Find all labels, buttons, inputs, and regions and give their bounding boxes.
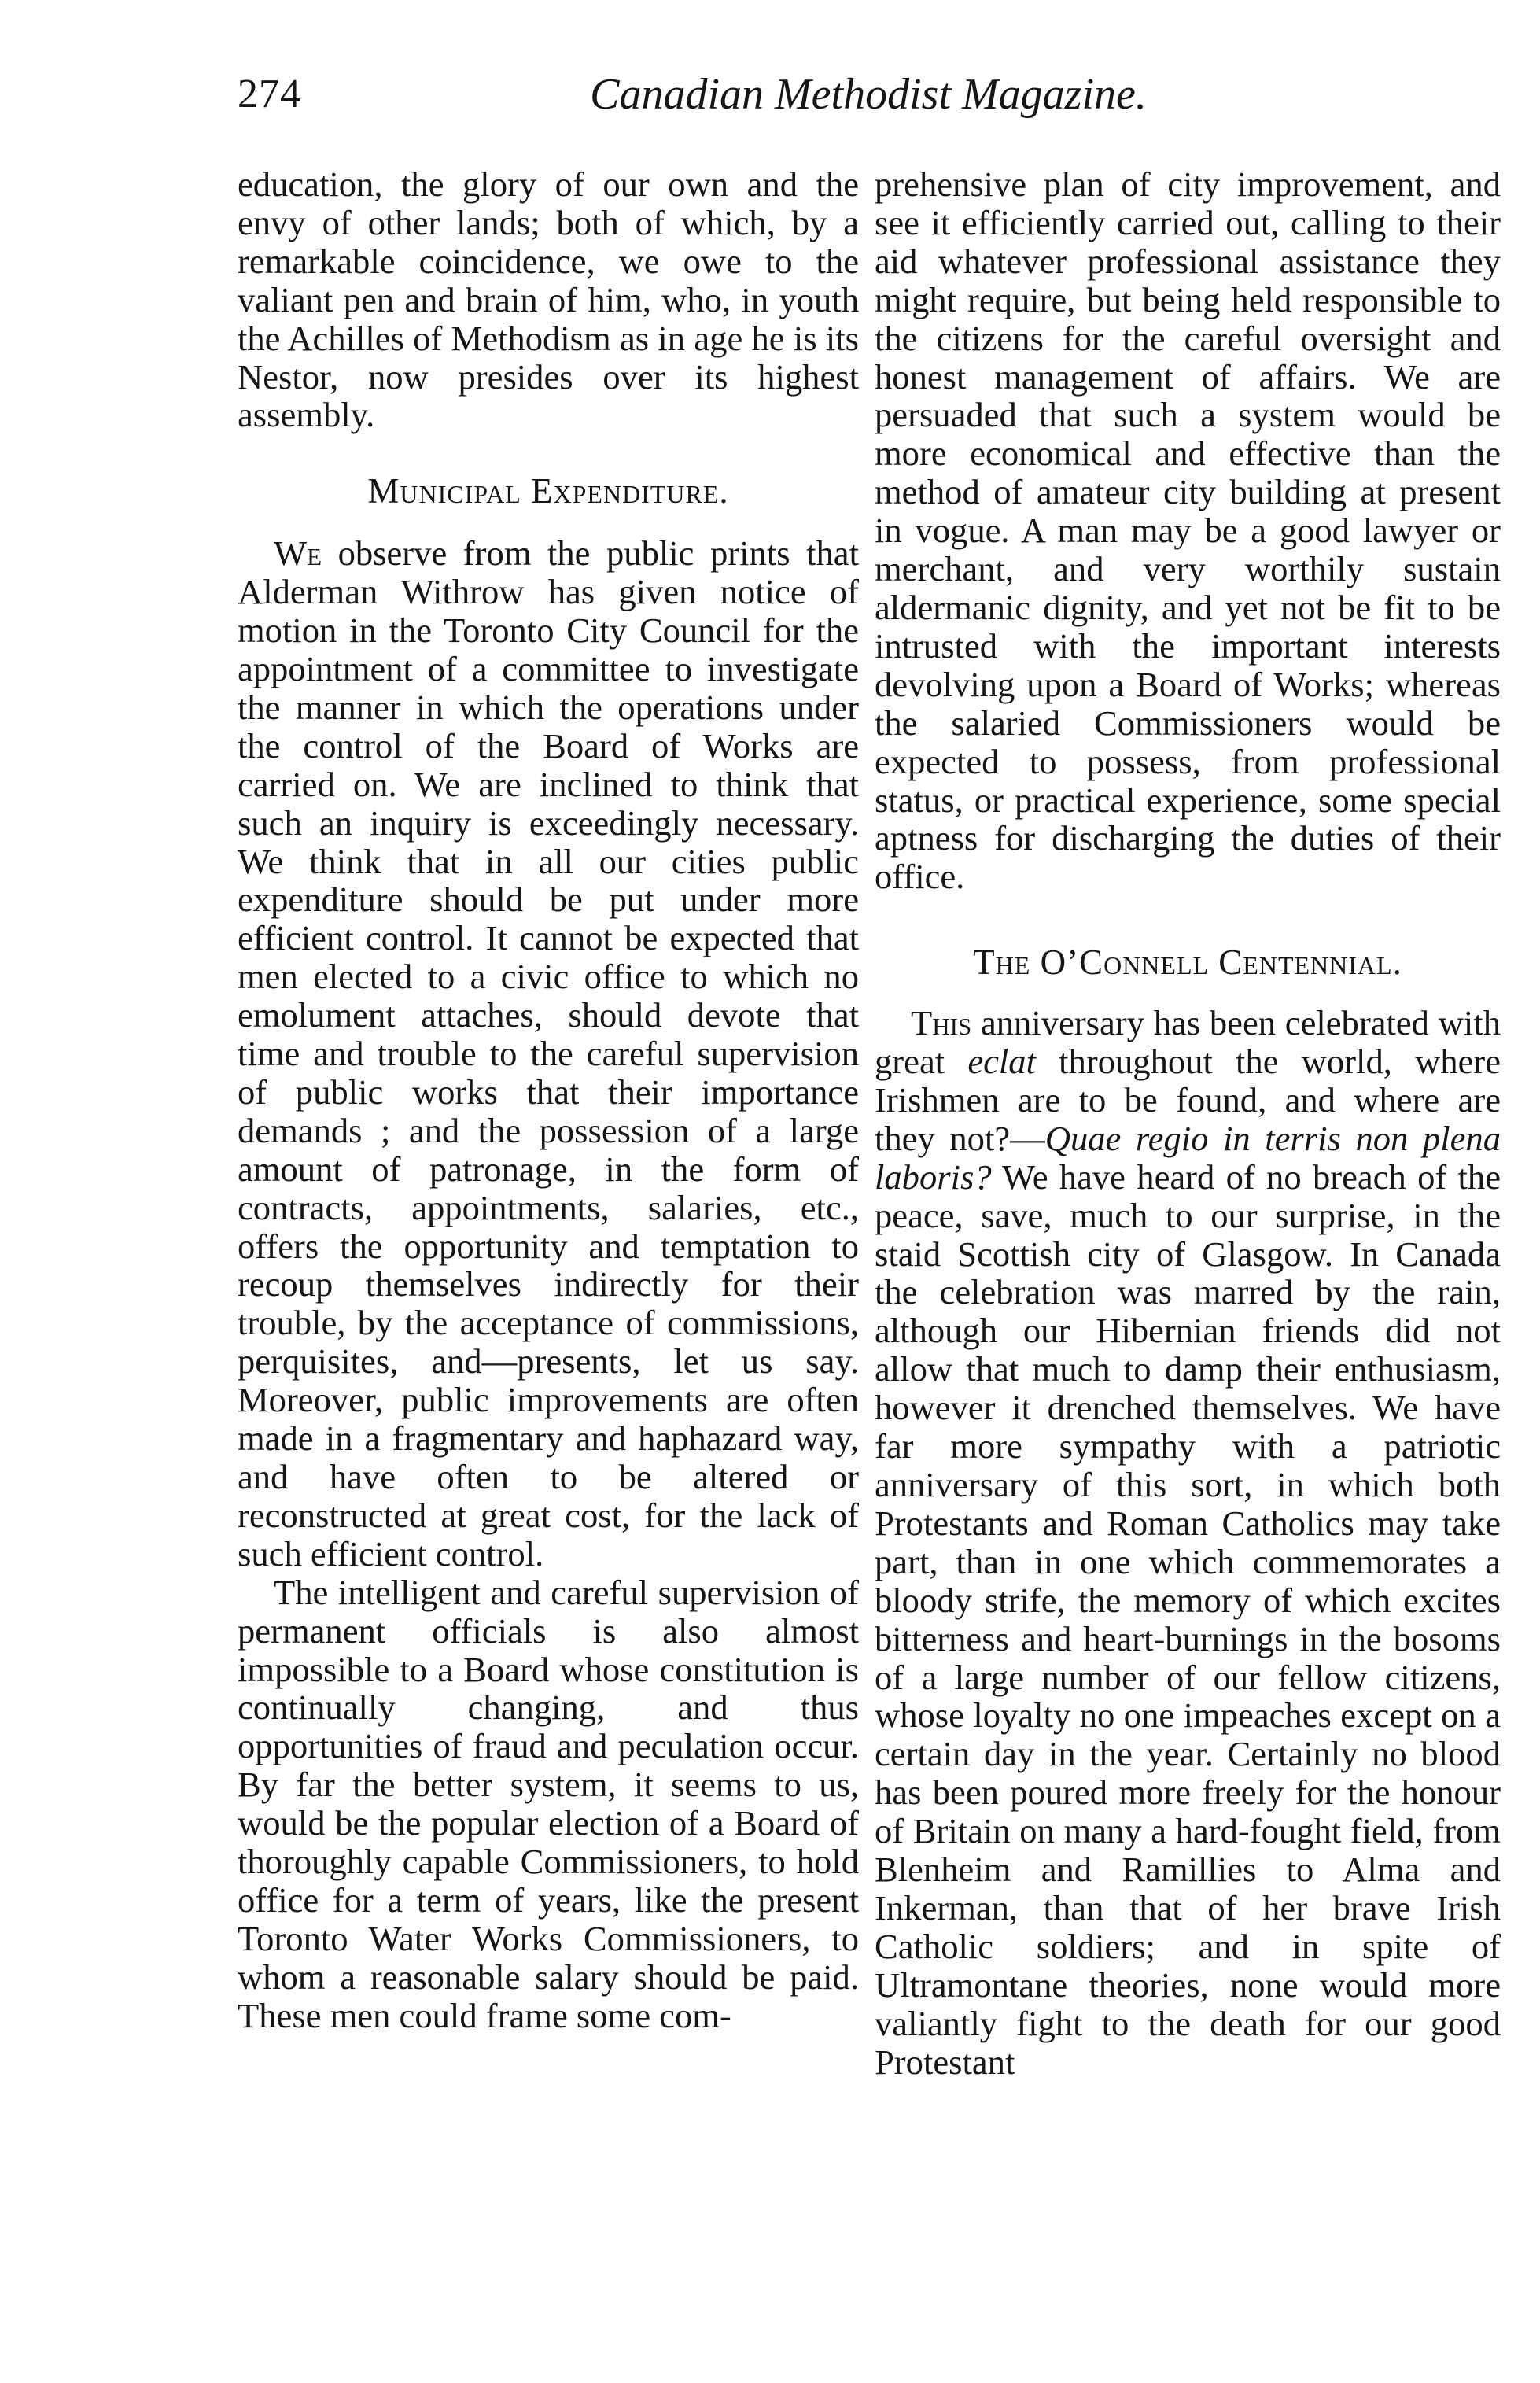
municipal-paragraph-2: The intelligent and careful supervision of permanent officials is also almost impossible to a Board whose constitution is continually changing, and thus opportunities of fraud and peculation occur. By far the better system, it seems to us, would be the popular election of a Board of thoroughly capable Commissioners, to hold office for a term of years, like the present Toronto Water Works Commissioners, to whom a reasonable salary should be paid. These men could frame some com- [238, 1572, 859, 2035]
paragraph-text: anniversary has been celebrated with great [875, 1003, 1501, 1082]
paragraph-lead-word: We [274, 533, 322, 574]
municipal-paragraph-1 [238, 534, 859, 1573]
paragraph-text: observe from the public prints that Alderman Withrow has given notice of motion in the Toronto City Council for the appointment of a committee to investigate the manner in which the operations under the control of the Board of Works are carried on. We are inclined to think that such an inquiry is exceedingly necessary. We think that in all our cities public expenditure should be put under more efficient control. It cannot be expected that men elected to a civic office to which no emolument attaches, should devote that time and trouble to the careful supervision of public works that their importance demands ; and the possession of a large amount of patronage, in the form of contracts, appointments, salaries, etc., offers the opportunity and temptation to recoup themselves indirectly for their trouble, by the acceptance of commissions, perquisites, and—presents, let us say. Moreover, public improvements are often made in a fragmentary and haphazard way, and have often to be altered or reconstructed at great cost, for the lack of such efficient control. [238, 533, 859, 1573]
running-title: Canadian Methodist Magazine. [590, 70, 1147, 119]
page-number: 274 [238, 72, 301, 116]
left-column [238, 165, 859, 2035]
paragraph-text: throughout the world, where Irishmen are to be found, and where are they not?— [875, 1042, 1501, 1158]
right-column [875, 165, 1501, 2082]
latin-quotation: Quae regio in terris non plena laboris? [875, 1118, 1501, 1197]
section-heading-oconnell-centennial: The O’Connell Centennial. [973, 943, 1402, 983]
continuation-paragraph: education, the glory of our own and the envy of other lands; both of which, by a remarkable coincidence, we owe to the valiant pen and brain of him, who, in youth the Achilles of Methodism as in age he is its Nestor, now presides over its highest assembly. [238, 164, 859, 435]
oconnell-paragraph-1 [875, 1004, 1501, 2081]
paragraph-text: We have heard of no breach of the peace, save, much to our surprise, in the staid Scottish city of Glasgow. In Canada the celebration was marred by the rain, although our Hibernian friends did not allow that much to damp their enthusiasm, however it drenched themselves. We have far more sympathy with a patriotic anniversary of this sort, in which both Protestants and Roman Catholics may take part, than in one which commemorates a bloody strife, the memory of which excites bitterness and heart-burnings in the bosoms of a large number of our fellow citizens, whose loyalty no one impeaches except on a certain day in the year. Certainly no blood has been poured more freely for the honour of Britain on many a hard-fought field, from Blenheim and Ramillies to Alma and Inkerman, than that of her brave Irish Catholic soldiers; and in spite of Ultramontane theories, none would more valiantly fight to the death for our good Protestant [875, 1156, 1501, 2082]
italic-word-eclat: eclat [967, 1042, 1036, 1082]
continuation-paragraph: prehensive plan of city improvement, and see it efficiently carried out, calling to their aid whatever professional assistance they might require, but being held responsible to the citizens for the careful oversight and honest management of affairs. We are persuaded that such a system would be more economical and effective than the method of amateur city building at present in vogue. A man may be a good lawyer or merchant, and very worthily sustain aldermanic dignity, and yet not be fit to be intrusted with the important interests devolving upon a Board of Works; whereas the salaried Commissioners would be expected to possess, from professional status, or practical experience, some special aptness for discharging the duties of their office. [875, 164, 1501, 897]
paragraph-lead-word: This [911, 1003, 972, 1043]
section-heading-municipal-expenditure: Municipal Expenditure. [367, 471, 729, 511]
page-header [238, 66, 1499, 129]
